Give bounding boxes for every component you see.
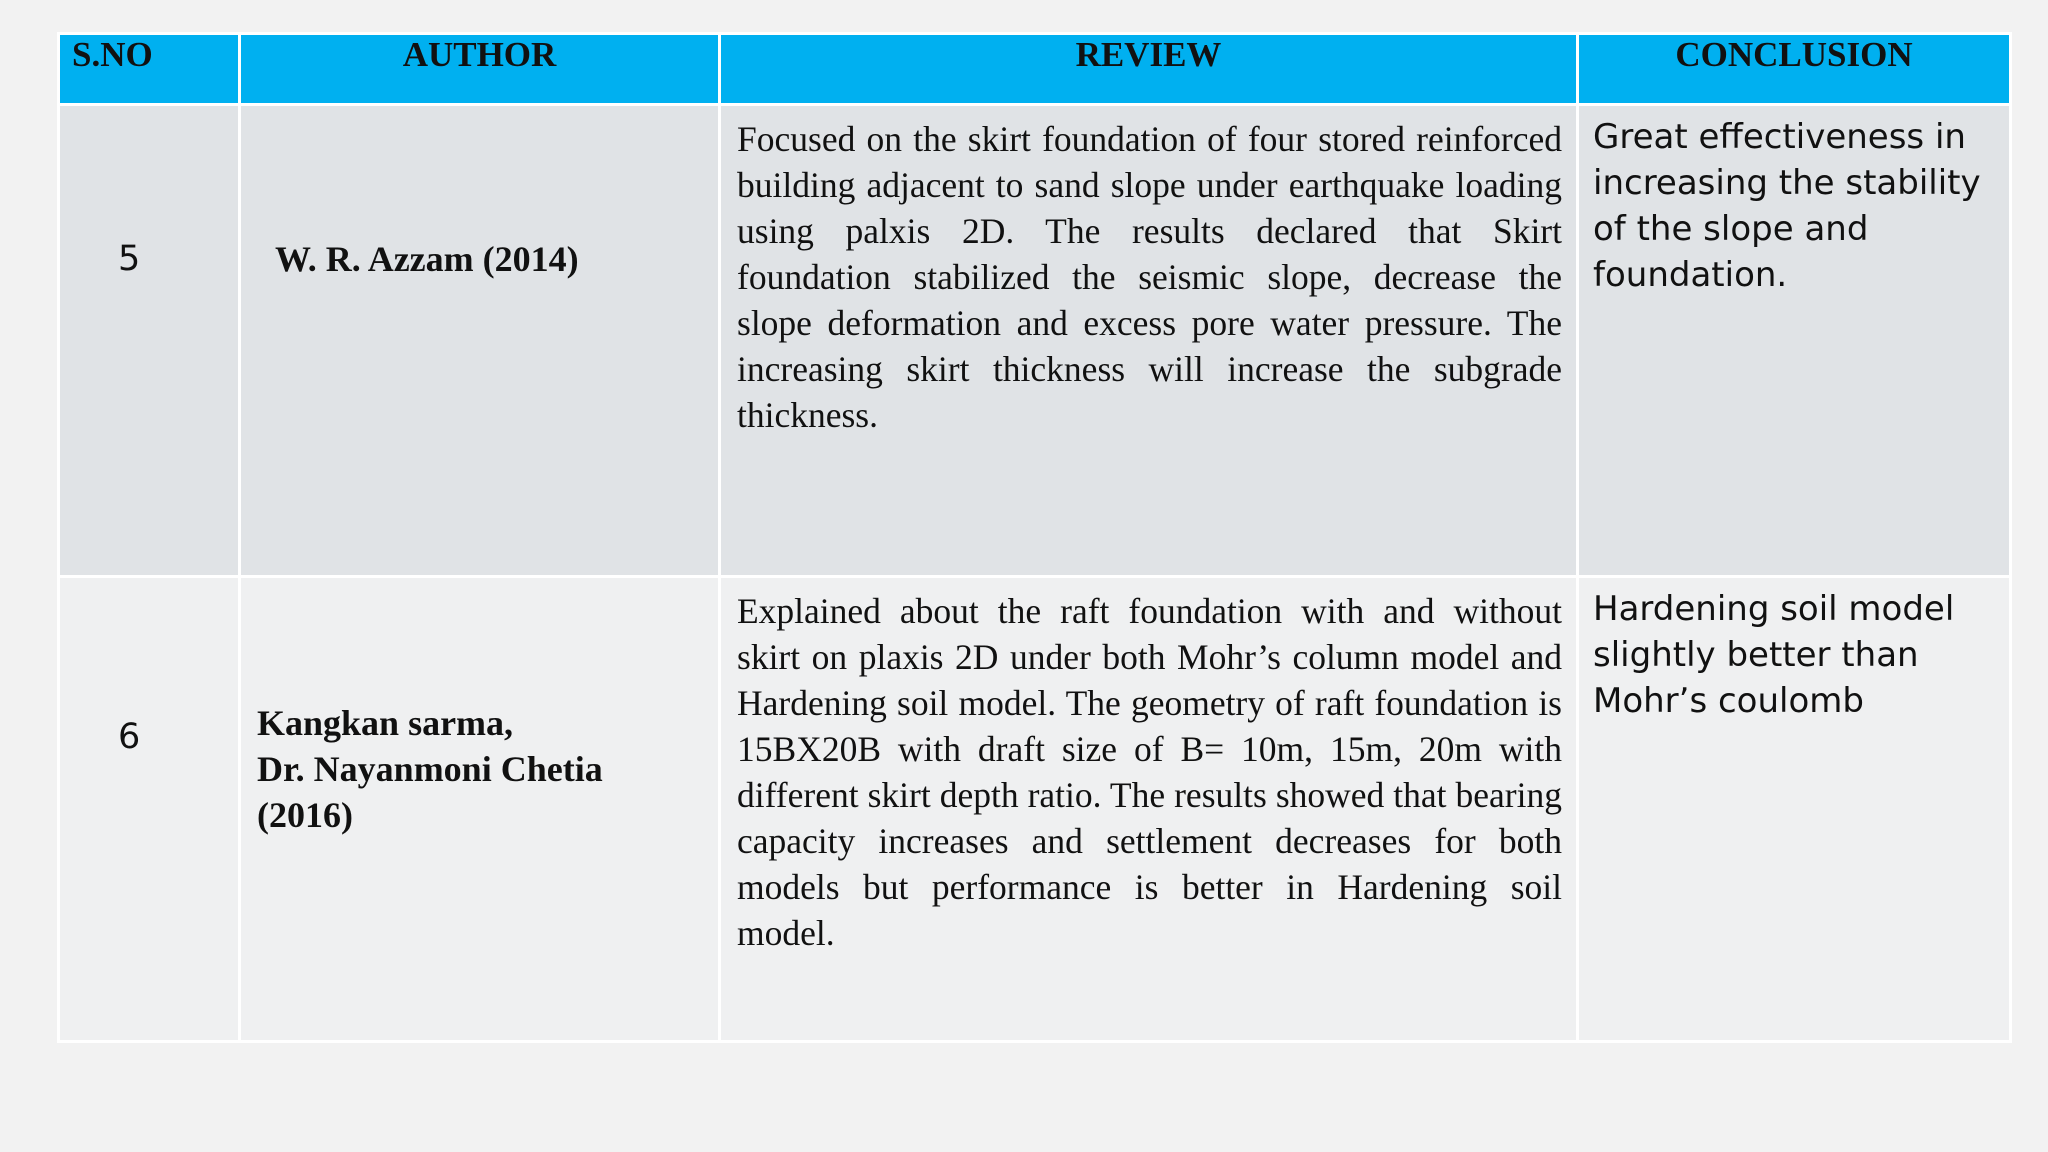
row-author: W. R. Azzam (2014) xyxy=(275,238,579,279)
header-author: AUTHOR xyxy=(240,34,720,105)
row-sno: 5 xyxy=(118,238,141,279)
row-author-cell xyxy=(240,105,720,577)
literature-review-table xyxy=(57,32,2012,1043)
row-review: Focused on the skirt foundation of four stored reinforced building adjacent to sand slope under earthquake loading using palxis 2D. The results declared that Skirt foundation stabilized the seismic slope, decrease the slope deformation and excess pore water pressure. The increasing skirt thickness will increase the subgrade thickness. xyxy=(720,105,1578,577)
row-sno-cell xyxy=(59,577,240,1042)
row-sno-cell xyxy=(59,105,240,577)
row-sno: 6 xyxy=(118,717,141,757)
table-row xyxy=(59,105,2011,577)
header-review: REVIEW xyxy=(720,34,1578,105)
row-author xyxy=(257,700,603,838)
row-review: Explained about the raft foundation with and without skirt on plaxis 2D under both Mohr’s column model and Hardening soil model. The geometry of raft foundation is 15BX20B with draft size of B= 10m, 15m, 20m with different skirt depth ratio. The results showed that bearing capacity increases and settlement decreases for both models but performance is better in Hardening soil model. xyxy=(720,577,1578,1042)
header-sno: S.NO xyxy=(59,34,240,105)
row-author-cell xyxy=(240,577,720,1042)
table-row xyxy=(59,577,2011,1042)
author-line: Dr. Nayanmoni Chetia xyxy=(257,749,603,789)
author-line: Kangkan sarma, xyxy=(257,703,514,743)
author-line: (2016) xyxy=(257,795,353,835)
table-header-row xyxy=(59,34,2011,105)
row-conclusion: Hardening soil model slightly better than Mohr’s coulomb xyxy=(1578,577,2011,1042)
header-conclusion: CONCLUSION xyxy=(1578,34,2011,105)
row-conclusion: Great effectiveness in increasing the stability of the slope and foundation. xyxy=(1578,105,2011,577)
